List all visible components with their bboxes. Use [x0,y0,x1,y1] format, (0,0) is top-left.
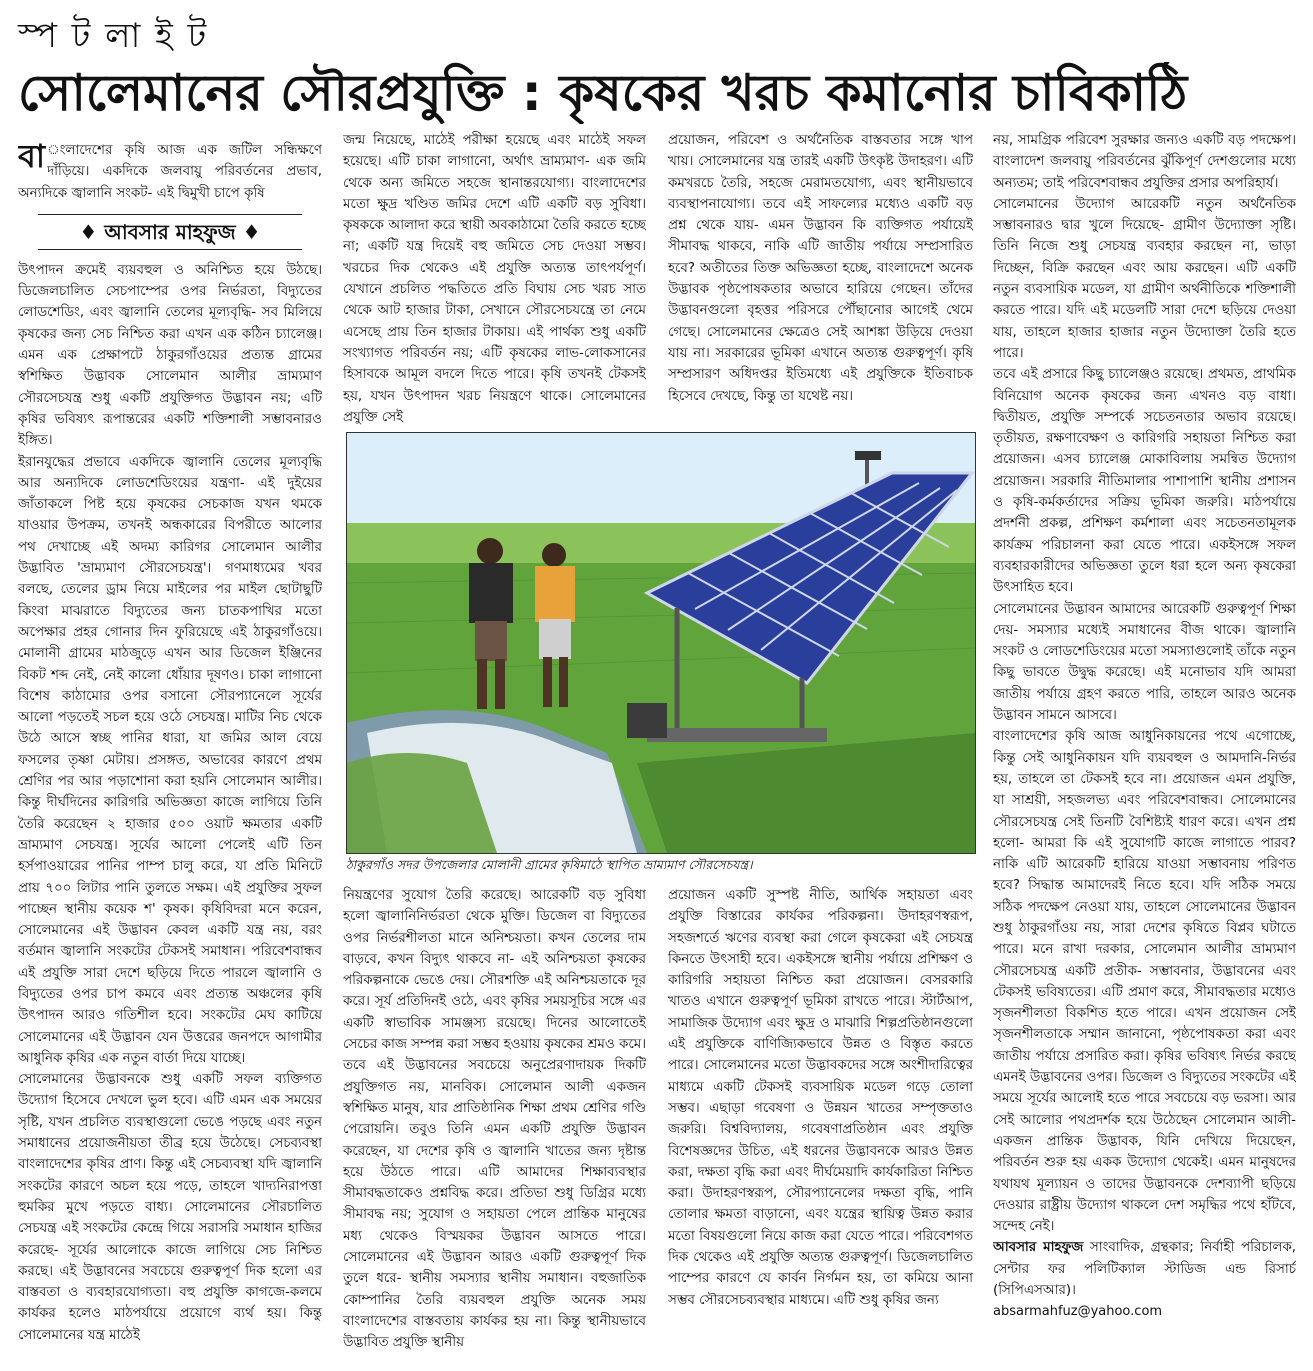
byline: আবসার মাহফুজ [104,219,236,244]
paragraph: সোলেমানের উদ্ভাবনকে শুধু একটি সফল ব্যক্তিগত উদ্যোগ হিসেবে দেখলে ভুল হবে। এটি এমন এক সময়ের সৃষ্টি, যখন প্রচলিত ব্যবস্থাগুলো ভেঙে পড়ছে এবং নতুন সমাধানের প্রয়োজনীয়তা তীব্র হয়ে উঠেছে। সেচব্যবস্থা বাংলাদেশের কৃষির প্রাণ। কিন্তু এই সেচব্যবস্থা যদি জ্বালানি সংকটের কারণে অচল হয়ে পড়ে, তাহলে খাদ্যনিরাপত্তা হুমকির মুখে পড়তে বাধ্য। সোলেমানের সৌরচালিত সেচযন্ত্র এই সংকটের কেন্দ্রে গিয়ে সরাসরি সমাধান হাজির করেছে- সূর্যের আলোকে কাজে লাগিয়ে সেচ নিশ্চিত করছে। এই উদ্ভাবনের সবচেয়ে গুরুত্বপূর্ণ দিক হলো এর বাস্তবতা ও ব্যবহারযোগ্যতা। বহু প্রযুক্তি কাগজে-কলমে কার্যকর হলেও মাঠপর্যায়ে প্রয়োগে ব্যর্থ হয়। কিন্তু সোলেমানের যন্ত্র মাঠেই [18,1072,322,1343]
paragraph: ইরানযুদ্ধের প্রভাবে একদিকে জ্বালানি তেলের মূল্যবৃদ্ধি আর অন্যদিকে লোডশেডিংয়ের যন্ত্রণা- এই দুইয়ের জাঁতাকলে পিষ্ট হয়ে কৃষকের সেচকাজ যখন থমকে যাওয়ার উপক্রম, তখনই অন্ধকারের বিপরীতে আলোর পথ দেখাচ্ছে এই অদম্য কারিগর সোলেমান আলীর উদ্ভাবিত 'ভ্রাম্যমাণ সৌরসেচযন্ত্র'। গণমাধ্যমের খবর বলছে, তেলের ড্রাম নিয়ে মাইলের পর মাইল ছোটাছুটি কিংবা মাঝরাতে বিদ্যুতের জন্য চাতকপাখির মতো অপেক্ষার প্রহর গোনার দিন ফুরিয়েছে এই ঠাকুরগাঁওয়ে। মোলানী গ্রামের মাঠজুড়ে এখন আর ডিজেল ইঞ্জিনের বিকট শব্দ নেই, নেই কালো ধোঁয়ার দূষণও। চাকা লাগানো বিশেষ কাঠামোর ওপর বসানো সৌরপ্যানেলে সূর্যের আলো পড়তেই সচল হয়ে ওঠে সেচযন্ত্র। মাটির নিচ থেকে উঠে আসে স্বচ্ছ পানির ধারা, যা জমির আল বেয়ে ফসলের তৃষ্ণা মেটায়। প্রসঙ্গত, অভাবের কারণে প্রথম শ্রেণির পর আর পড়াশোনা করা হয়নি সোলেমান আলীর। কিন্তু দীর্ঘদিনের কারিগরি অভিজ্ঞতা কাজে লাগিয়ে তিনি তৈরি করেছেন ২ হাজার ৫০০ ওয়াট ক্ষমতার একটি ভ্রাম্যমাণ সেচযন্ত্র। সূর্যের আলো পেলেই এটি তিন হর্সপাওয়ারের পানির পাম্প চালু করে, যা প্রতি মিনিটে প্রায় ৭০০ লিটার পানি তুলতে সক্ষম। এই প্রযুক্তির সুফল পাচ্ছেন স্থানীয় কয়েক শ' কৃষক। কৃষিবিদরা মনে করেন, সোলেমানের এই উদ্ভাবন কেবল একটি যন্ত্র নয়, বরং বর্তমান জ্বালানি সংকটের টেকসই সমাধান। পরিবেশবান্ধব এই প্রযুক্তি সারা দেশে ছড়িয়ে দিতে পারলে জ্বালানি ও বিদ্যুতের ওপর চাপ কমবে এবং প্রত্যন্ত অঞ্চলের কৃষি উৎপাদন আরও গতিশীল হবে। সংকটের মেঘ কাটিয়ে সোলেমানের এই উদ্ভাবন যেন উত্তরের জনপদে আগামীর আধুনিক কৃষির এক নতুন বার্তা দিয়ে যাচ্ছে। [18,454,322,1066]
headline: সোলেমানের সৌরপ্রযুক্তি : কৃষকের খরচ কমানোর চাবিকাঠি [18,64,1188,122]
column-3-bottom [668,885,973,1365]
author-name: আবসার মাহফুজ [993,1240,1084,1256]
column-4 [993,130,1296,1365]
column-1 [18,140,322,1365]
author-note [993,1237,1296,1322]
paragraph: সোলেমানের উদ্ভাবন আমাদের আরেকটি গুরুত্বপূর্ণ শিক্ষা দেয়- সমস্যার মধ্যেই সমাধানের বীজ থাকে। জ্বালানি সংকট ও লোডশেডিংয়ের মতো সমস্যাগুলোই তাঁকে নতুন কিছু ভাবতে উদ্বুদ্ধ করেছে। এই মনোভাব যদি আমরা জাতীয় পর্যায়ে গ্রহণ করতে পারি, তাহলে আরও অনেক উদ্ভাবন সামনে আসবে। [993,601,1296,724]
lead-text: ংলাদেশের কৃষি আজ এক জটিল সন্ধিক্ষণে দাঁড়িয়ে। একদিকে জলবায়ু পরিবর্তনের প্রভাব, অন্যদিকে জ্বালানি সংকট- এই দ্বিমুখী চাপে কৃষি [18,143,322,201]
paragraph: প্রয়োজন একটি সুস্পষ্ট নীতি, আর্থিক সহায়তা এবং প্রযুক্তি বিস্তারের কার্যকর পরিকল্পনা। উদাহরণস্বরূপ, সহজশর্তে ঋণের ব্যবস্থা করা গেলে কৃষকেরা এই সেচযন্ত্র কিনতে উৎসাহী হবে। একইসঙ্গে স্থানীয় পর্যায়ে প্রশিক্ষণ ও কারিগরি সহায়তা নিশ্চিত করা প্রয়োজন। বেসরকারি খাতও এখানে গুরুত্বপূর্ণ ভূমিকা রাখতে পারে। স্টার্টআপ, সামাজিক উদ্যোগ এবং ক্ষুদ্র ও মাঝারি শিল্পপ্রতিষ্ঠানগুলো এই প্রযুক্তিকে বাণিজ্যিকভাবে উন্নত ও বিস্তৃত করতে পারে। সোলেমানের মতো উদ্ভাবকদের সঙ্গে অংশীদারিত্বের মাধ্যমে একটি টেকসই ব্যবসায়িক মডেল গড়ে তোলা সম্ভব। এছাড়া গবেষণা ও উন্নয়ন খাতের সম্পৃক্ততাও জরুরি। বিশ্ববিদ্যালয়, গবেষণাপ্রতিষ্ঠান এবং প্রযুক্তি বিশেষজ্ঞদের উচিত, এই ধরনের উদ্ভাবনকে আরও উন্নত করা, দক্ষতা বৃদ্ধি করা এবং দীর্ঘমেয়াদি কার্যকারিতা নিশ্চিত করা। উদাহরণস্বরূপ, সৌরপ্যানেলের দক্ষতা বৃদ্ধি, পানি তোলার ক্ষমতা বাড়ানো, এবং যন্ত্রের স্থায়িত্ব উন্নত করার মতো বিষয়গুলো নিয়ে কাজ করা যেতে পারে। পরিবেশগত দিক থেকেও এই প্রযুক্তি অত্যন্ত গুরুত্বপূর্ণ। ডিজেলচালিত পাম্পের কারণে যে কার্বন নির্গমন হয়, তা কমিয়ে আনা সম্ভব সৌরসেচব্যবস্থার মাধ্যমে। এটি শুধু কৃষির জন্য [668,888,973,1308]
paragraph: নয়, সামগ্রিক পরিবেশ সুরক্ষার জন্যও একটি বড় পদক্ষেপ। বাংলাদেশ জলবায়ু পরিবর্তনের ঝুঁকিপূর্ণ দেশগুলোর মধ্যে অন্যতম; তাই পরিবেশবান্ধব প্রযুক্তির প্রসার অপরিহার্য। [993,133,1296,191]
byline-box: ♦ আবসার মাহফুজ ♦ [38,214,302,250]
paragraph: বাংলাদেশের কৃষি আজ আধুনিকায়নের পথে এগোচ্ছে, কিন্তু সেই আধুনিকায়ন যদি ব্যয়বহুল ও আমদানি-নির্ভর হয়, তাহলে তা টেকসই হবে না। প্রয়োজন এমন প্রযুক্তি, যা সাশ্রয়ী, সহজলভ্য এবং পরিবেশবান্ধব। সোলেমানের সৌরসেচযন্ত্র সেই তিনটি বৈশিষ্ট্যই ধারণ করে। এখন প্রশ্ন হলো- আমরা কি এই সুযোগটি কাজে লাগাতে পারব? নাকি এটি আরেকটি হারিয়ে যাওয়া সম্ভাবনায় পরিণত হবে? সিদ্ধান্ত আমাদেরই নিতে হবে। যদি সঠিক সময়ে সঠিক পদক্ষেপ নেওয়া যায়, তাহলে সোলেমানের উদ্ভাবন শুধু ঠাকুরগাঁওয় নয়, সারা দেশের কৃষিতে বিপ্লব ঘটাতে পারে। মনে রাখা দরকার, সোলেমান আলীর ভ্রাম্যমাণ সৌরসেচযন্ত্র একটি প্রতীক- সম্ভাবনার, উদ্ভাবনের এবং টেকসই ভবিষ্যতের। এটি প্রমাণ করে, সীমাবদ্ধতার মধ্যেও সৃজনশীলতা বিকশিত হতে পারে। এখন প্রয়োজন সেই সৃজনশীলতাকে সম্মান জানানো, পৃষ্ঠপোষকতা করা এবং জাতীয় পর্যায়ে প্রসারিত করা। কৃষির ভবিষ্যৎ নির্ভর করছে এমনই উদ্ভাবনের ওপর। ডিজেল ও বিদ্যুতের সংকটের এই সময়ে সূর্যের আলোই হতে পারে সবচেয়ে বড় ভরসা। আর সেই আলোর পথপ্রদর্শক হয়ে উঠেছেন সোলেমান আলী- একজন প্রান্তিক উদ্ভাবক, যিনি দেখিয়ে দিয়েছেন, পরিবর্তন শুরু হয় একক উদ্যোগ থেকেই। এমন মানুষদের যথাযথ মূল্যায়ন ও তাদের উদ্ভাবনকে দেশব্যাপী ছড়িয়ে দেওয়ার রাষ্ট্রীয় উদ্যোগ থাকলে দেশ সমৃদ্ধির পথে হাঁটবে, সন্দেহ নেই। [993,729,1296,1235]
column-2-bottom [343,885,646,1365]
paragraph: জন্ম নিয়েছে, মাঠেই পরীক্ষা হয়েছে এবং মাঠেই সফল হয়েছে। এটি চাকা লাগানো, অর্থাৎ ভ্রাম্যমাণ- এক জমি থেকে অন্য জমিতে সহজে স্থানান্তরযোগ্য। বাংলাদেশের মতো ক্ষুদ্র খণ্ডিত জমির দেশে এটি একটি বড় সুবিধা। কৃষককে আলাদা করে স্থায়ী অবকাঠামো তৈরি করতে হচ্ছে না; একটি যন্ত্র দিয়েই বহু জমিতে সেচ দেওয়া সম্ভব। খরচের দিক থেকেও এই প্রযুক্তি অত্যন্ত তাৎপর্যপূর্ণ। যেখানে প্রচলিত পদ্ধতিতে প্রতি বিঘায় সেচ খরচ সাত থেকে আট হাজার টাকা, সেখানে সৌরসেচযন্ত্রে তা নেমে এসেছে প্রায় তিন হাজার টাকায়। এই পার্থক্য শুধু একটি সংখ্যাগত পরিবর্তন নয়; এটি কৃষকের লাভ-লোকসানের হিসাবকে আমূল বদলে দিতে পারে। কৃষি তখনই টেকসই হয়, যখন উৎপাদন খরচ নিয়ন্ত্রণে থাকে। সোলেমানের প্রযুক্তি সেই [343,133,646,425]
column-3-top [668,130,973,425]
column-2-top [343,130,646,425]
lead-paragraph [18,140,322,204]
solar-irrigation-photo [346,432,976,854]
paragraph: প্রয়োজন, পরিবেশ ও অর্থনৈতিক বাস্তবতার সঙ্গে খাপ খায়। সোলেমানের যন্ত্র তারই একটি উৎকৃষ্ট উদাহরণ। এটি কমখরচে তৈরি, সহজে মেরামতযোগ্য, এবং স্থানীয়ভাবে ব্যবস্থাপনাযোগ্য। তবে এই সাফল্যের মধ্যেও একটি বড় প্রশ্ন থেকে যায়- এমন উদ্ভাবন কি ব্যক্তিগত পর্যায়েই সীমাবদ্ধ থাকবে, নাকি এটি জাতীয় পর্যায়ে সম্প্রসারিত হবে? অতীতের তিক্ত অভিজ্ঞতা হচ্ছে, বাংলাদেশে অনেক উদ্ভাবক পৃষ্ঠপোষকতার অভাবে হারিয়ে গেছেন। তাঁদের উদ্ভাবনগুলো বৃহত্তর পরিসরে পৌঁছানোর আগেই থেমে গেছে। সোলেমানের ক্ষেত্রেও সেই আশঙ্কা উড়িয়ে দেওয়া যায় না। সরকারের ভূমিকা এখানে অত্যন্ত গুরুত্বপূর্ণ। কৃষি সম্প্রসারণ অধিদপ্তর ইতিমধ্যে এই প্রযুক্তিকে ইতিবাচক হিসেবে দেখছে, কিন্তু তা যথেষ্ট নয়। [668,133,973,404]
author-email[interactable]: absarmahfuz@yahoo.com [993,1304,1163,1320]
photo-caption: ঠাকুরগাঁও সদর উপজেলার মোলানী গ্রামের কৃষিমাঠে স্থাপিত ভ্রাম্যমাণ সৌরসেচযন্ত্র। [346,857,753,872]
paragraph: সোলেমানের উদ্যোগ আরেকটি নতুন অর্থনৈতিক সম্ভাবনারও দ্বার খুলে দিয়েছে- গ্রামীণ উদ্যোক্তা সৃষ্টি। তিনি নিজে শুধু সেচযন্ত্র ব্যবহার করছেন না, ভাড়া দিচ্ছেন, বিক্রি করছেন এবং আয় করছেন। এটি একটি নতুন ব্যবসায়িক মডেল, যা গ্রামীণ অর্থনীতিকে শক্তিশালী করতে পারে। যদি এই মডেলটি সারা দেশে ছড়িয়ে দেওয়া যায়, তাহলে হাজার হাজার নতুন উদ্যোক্তা তৈরি হতে পারে। [993,196,1296,361]
author-bio: সাংবাদিক, গ্রন্থকার; নির্বাহী পরিচালক, সেন্টার ফর পলিটিক্যাল স্টাডিজ এন্ড রিসার্চ (সিপিএসআর)। [993,1240,1296,1299]
paragraph: নিয়ন্ত্রণের সুযোগ তৈরি করেছে। আরেকটি বড় সুবিধা হলো জ্বালানিনির্ভরতা থেকে মুক্তি। ডিজেল বা বিদ্যুতের ওপর নির্ভরশীলতা মানে অনিশ্চয়তা। কখন তেলের দাম বাড়বে, কখন বিদ্যুৎ থাকবে না- এই অনিশ্চয়তা কৃষকের পরিকল্পনাকে ভেঙে দেয়। সৌরশক্তি এই অনিশ্চয়তাকে দূর করে। সূর্য প্রতিদিনই ওঠে, এবং কৃষির সময়সূচির সঙ্গে এর একটি স্বাভাবিক সামঞ্জস্য রয়েছে। দিনের আলোতেই সেচের কাজ সম্পন্ন করা সম্ভব হওয়ায় কৃষকের শ্রমও কমে। তবে এই উদ্ভাবনের সবচেয়ে অনুপ্রেরণাদায়ক দিকটি প্রযুক্তিগত নয়, মানবিক। সোলেমান আলী একজন স্বশিক্ষিত মানুষ, যার প্রাতিষ্ঠানিক শিক্ষা প্রথম শ্রেণির গণ্ডি পেরোয়নি। তবুও তিনি এমন একটি প্রযুক্তি উদ্ভাবন করেছেন, যা দেশের কৃষি ও জ্বালানি খাতের জন্য দৃষ্টান্ত হয়ে উঠতে পারে। এটি আমাদের শিক্ষাব্যবস্থার সীমাবদ্ধতাকেও প্রশ্নবিদ্ধ করে। প্রতিভা শুধু ডিগ্রির মধ্যে সীমাবদ্ধ নয়; সুযোগ ও সহায়তা পেলে প্রান্তিক মানুষের মধ্য থেকেও বিস্ময়কর উদ্ভাবন আসতে পারে। সোলেমানের এই উদ্ভাবন আরও একটি গুরুত্বপূর্ণ দিক তুলে ধরে- স্থানীয় সমস্যার স্থানীয় সমাধান। বহুজাতিক কোম্পানির তৈরি ব্যয়বহুল প্রযুক্তি অনেক সময় বাংলাদেশের বাস্তবতায় কার্যকর হয় না। কিন্তু স্থানীয়ভাবে উদ্ভাবিত প্রযুক্তি স্থানীয় [343,888,646,1351]
kicker: স্প ট লা ই ট [18,16,209,56]
paragraph: উৎপাদন ক্রমেই ব্যয়বহুল ও অনিশ্চিত হয়ে উঠছে। ডিজেলচালিত সেচপাম্পের ওপর নির্ভরতা, বিদ্যুতের লোডশেডিং, এবং জ্বালানি তেলের মূল্যবৃদ্ধি- সব মিলিয়ে কৃষকের জন্য সেচ নিশ্চিত করা এখন এক কঠিন চ্যালেঞ্জ। এমন এক প্রেক্ষাপটে ঠাকুরগাঁওয়ের প্রত্যন্ত গ্রামের স্বশিক্ষিত উদ্ভাবক সোলেমান আলীর ভ্রাম্যমাণ সৌরসেচযন্ত্র শুধু একটি প্রযুক্তিগত উদ্ভাবন নয়; এটি কৃষির ভবিষ্যৎ রূপান্তরের একটি শক্তিশালী সম্ভাবনারও ইঙ্গিত। [18,262,322,449]
paragraph: তবে এই প্রসারে কিছু চ্যালেঞ্জও রয়েছে। প্রথমত, প্রাথমিক বিনিয়োগ অনেক কৃষকের জন্য এখনও বড় বাধা। দ্বিতীয়ত, প্রযুক্তি সম্পর্কে সচেতনতার অভাব রয়েছে। তৃতীয়ত, রক্ষণাবেক্ষণ ও কারিগরি সহায়তা নিশ্চিত করা প্রয়োজন। এসব চ্যালেঞ্জ মোকাবিলায় সমন্বিত উদ্যোগ প্রয়োজন। সরকারি নীতিমালার পাশাপাশি স্থানীয় প্রশাসন ও কৃষি-কর্মকর্তাদের সক্রিয় ভূমিকা জরুরি। মাঠপর্যায়ে প্রদর্শনী প্রকল্প, প্রশিক্ষণ কর্মশালা এবং সচেতনতামূলক কার্যক্রম পরিচালনা করা যেতে পারে। একইসঙ্গে সফল ব্যবহারকারীদের অভিজ্ঞতা তুলে ধরা হলে অন্য কৃষকেরা উৎসাহিত হবে। [993,367,1296,596]
dropcap: বা [18,140,46,175]
